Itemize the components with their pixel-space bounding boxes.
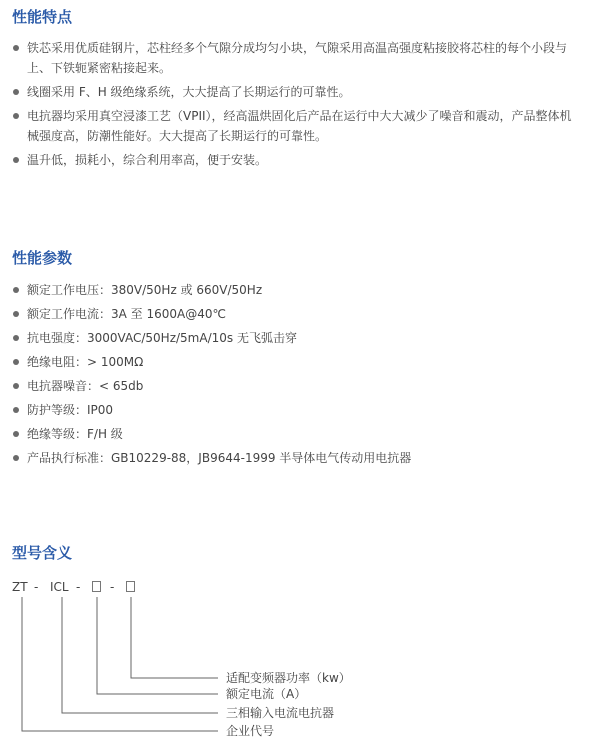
list-item-text: 绝缘等级：F/H 级 bbox=[27, 427, 123, 441]
list-item-text: 电抗器噪音：< 65db bbox=[27, 379, 144, 393]
desc-company: 企业代号 bbox=[226, 724, 275, 738]
model-code-series: ICL bbox=[50, 580, 69, 594]
model-code-dash: - bbox=[76, 580, 81, 594]
connector-line-company bbox=[22, 597, 218, 731]
list-item-text: 额定工作电流：3A 至 1600A@40℃ bbox=[27, 307, 226, 321]
list-item-text: 产品执行标准：GB10229-88，JB9644-1999 半导体电气传动用电抗器 bbox=[27, 451, 412, 465]
list-item-text: 额定工作电压：380V/50Hz 或 660V/50Hz bbox=[27, 283, 263, 297]
features-title: 性能特点 bbox=[12, 8, 73, 26]
connector-line-type bbox=[62, 597, 218, 713]
list-item-text: 防护等级：IP00 bbox=[27, 403, 114, 417]
connector-line-current bbox=[97, 597, 218, 694]
model-code-dash: - bbox=[34, 580, 39, 594]
list-item-text: 绝缘电阻：> 100MΩ bbox=[27, 355, 144, 369]
parameters-title: 性能参数 bbox=[12, 249, 73, 267]
model-code-prefix: ZT bbox=[12, 580, 28, 594]
list-item-text: 抗电强度：3000VAC/50Hz/5mA/10s 无飞弧击穿 bbox=[27, 331, 297, 345]
model-code-dash: - bbox=[110, 580, 115, 594]
list-item-text: 铁芯采用优质硅钢片，芯柱经多个气隙分成均匀小块，气隙采用高温高强度粘接胶将芯柱的每个小段与上、下铁轭紧密粘接起来。 bbox=[27, 41, 568, 75]
list-item-text: 线圈采用 F、H 级绝缘系统，大大提高了长期运行的可靠性。 bbox=[27, 85, 351, 99]
desc-current: 额定电流（A） bbox=[226, 687, 307, 701]
desc-type: 三相输入电流电抗器 bbox=[226, 706, 335, 720]
model-title: 型号含义 bbox=[12, 544, 73, 562]
list-item-text: 温升低，损耗小，综合利用率高，便于安装。 bbox=[27, 153, 268, 167]
list-item-text: 电抗器均采用真空浸漆工艺（VPII），经高温烘固化后产品在运行中大大减少了噪音和震动，产品整体机械强度高，防潮性能好。大大提高了长期运行的可靠性。 bbox=[27, 109, 572, 143]
connector-line-power bbox=[131, 597, 218, 678]
desc-power: 适配变频器功率（kw） bbox=[226, 671, 351, 685]
